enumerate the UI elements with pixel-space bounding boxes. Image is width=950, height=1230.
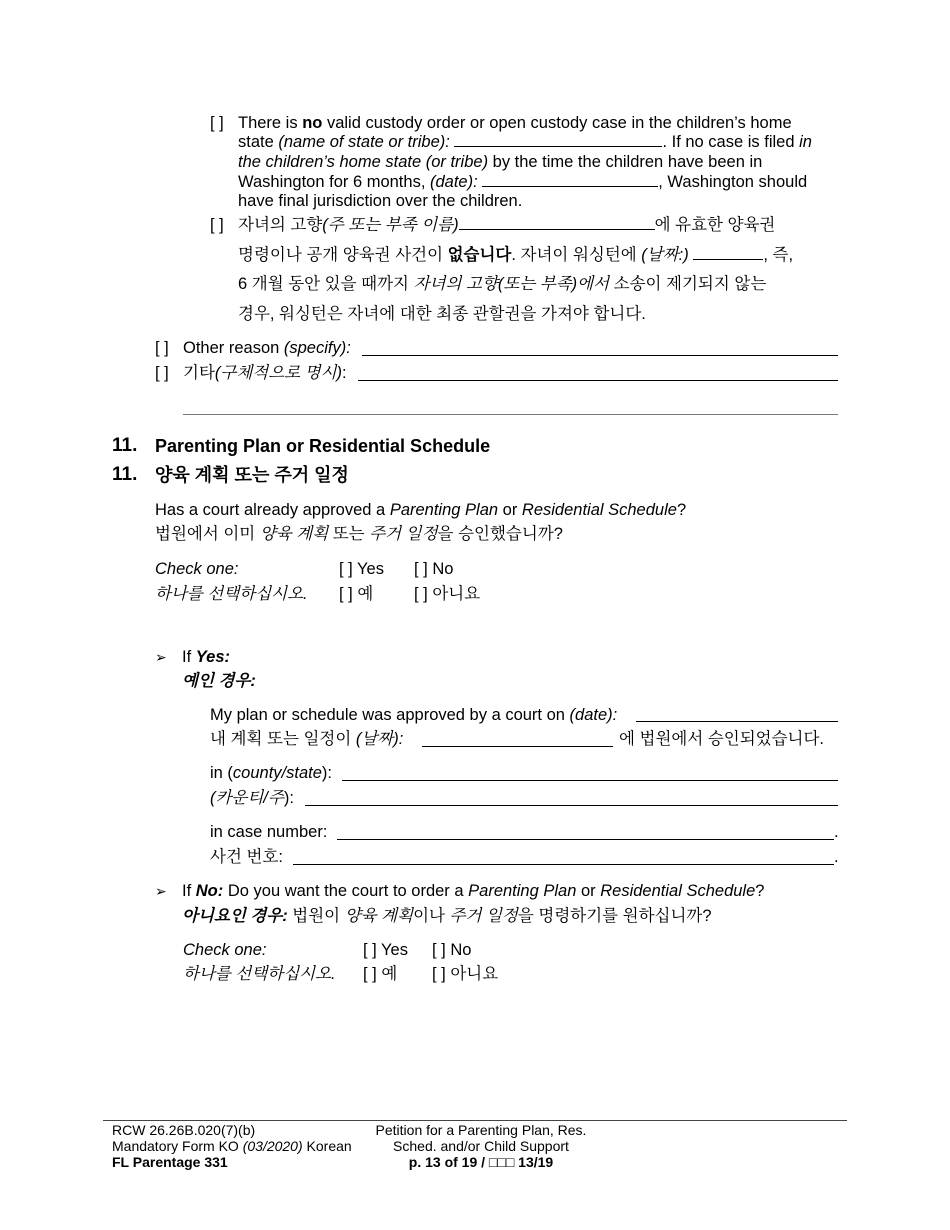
no-custody-ko-line1: 자녀의 고향(주 또는 부족 이름) 에 유효한 양육권	[238, 216, 776, 234]
checkbox-no-custody-ko[interactable]: [ ]	[210, 216, 224, 234]
county-field-ko[interactable]	[305, 805, 838, 806]
approved-date-label-ko: 내 계획 또는 일정이 (날짜):	[210, 730, 404, 748]
county-field-en[interactable]	[342, 780, 838, 781]
section-number-ko: 11.	[112, 464, 138, 485]
check-one-en: Check one:	[155, 560, 239, 578]
case-number-period-ko: .	[834, 848, 839, 866]
approved-date-suffix-ko: 에 법원에서 승인되었습니다.	[619, 730, 825, 748]
date-field-en[interactable]	[482, 172, 658, 187]
order-plan-no-ko[interactable]: [ ] 아니요	[432, 965, 499, 983]
no-custody-en-line1: There is no valid custody order or open custody case in the children’s home	[238, 114, 792, 132]
no-custody-ko-line2: 명령이나 공개 양육권 사건이 없습니다. 자녀이 워싱턴에 (날짜:) , 즉,	[238, 246, 794, 264]
footer-rcw: RCW 26.26B.020(7)(b)	[112, 1122, 256, 1138]
checkbox-no-custody-en[interactable]: [ ]	[210, 114, 224, 132]
case-number-period-en: .	[834, 823, 839, 841]
order-plan-yes-en[interactable]: [ ] Yes	[363, 941, 408, 959]
order-plan-yes-ko[interactable]: [ ] 예	[363, 965, 398, 983]
section-number-en: 11.	[112, 435, 138, 456]
footer-form-code: FL Parentage 331	[112, 1154, 228, 1170]
state-or-tribe-field[interactable]	[454, 132, 662, 147]
if-no-check-one-ko: 하나를 선택하십시오.	[183, 965, 336, 983]
if-no-check-one-en: Check one:	[183, 941, 267, 959]
footer-title-line2: Sched. and/or Child Support	[393, 1138, 569, 1154]
approved-no-ko[interactable]: [ ] 아니요	[414, 585, 481, 603]
approved-yes-en[interactable]: [ ] Yes	[339, 560, 384, 578]
state-or-tribe-field-ko[interactable]	[459, 215, 655, 230]
footer-form-id: Mandatory Form KO (03/2020) Korean	[112, 1138, 352, 1154]
county-label-en: in (county/state):	[210, 764, 332, 782]
approved-no-en[interactable]: [ ] No	[414, 560, 454, 578]
bullet-arrow-icon: ➢	[155, 649, 167, 665]
other-reason-field-ko[interactable]	[358, 380, 838, 381]
no-custody-ko-line4: 경우, 워싱턴은 자녀에 대한 최종 관할권을 가져야 합니다.	[238, 305, 646, 323]
section-divider	[183, 414, 838, 415]
case-number-label-ko: 사건 번호:	[210, 848, 283, 866]
question-ko: 법원에서 이미 양육 계획 또는 주거 일정을 승인했습니까?	[155, 525, 563, 543]
order-plan-no-en[interactable]: [ ] No	[432, 941, 472, 959]
question-en: Has a court already approved a Parenting Plan or Residential Schedule?	[155, 501, 687, 519]
no-custody-en-line4: Washington for 6 months, (date): , Washington should	[238, 173, 808, 191]
case-number-field-en[interactable]	[337, 839, 834, 840]
no-custody-en-line3: the children’s home state (or tribe) by the time the children have been in	[238, 153, 763, 171]
date-field-ko[interactable]	[693, 245, 763, 260]
county-label-ko: (카운티/주):	[210, 789, 294, 807]
if-yes-label-ko: 예인 경우:	[182, 672, 256, 690]
other-reason-field-en[interactable]	[362, 355, 838, 356]
checkbox-other-reason-en[interactable]: [ ]	[155, 339, 169, 357]
approved-date-field-ko[interactable]	[422, 746, 613, 747]
footer-rule	[103, 1120, 847, 1121]
case-number-label-en: in case number:	[210, 823, 328, 841]
no-custody-en-line2: state (name of state or tribe): . If no case is filed in	[238, 133, 812, 151]
approved-date-label-en: My plan or schedule was approved by a court on (date):	[210, 706, 618, 724]
approved-date-field-en[interactable]	[636, 721, 838, 722]
other-reason-label-en: Other reason (specify):	[183, 339, 351, 357]
footer-title-line1: Petition for a Parenting Plan, Res.	[375, 1122, 587, 1138]
bullet-arrow-icon: ➢	[155, 883, 167, 899]
section-title-ko: 양육 계획 또는 주거 일정	[155, 465, 349, 485]
other-reason-label-ko: 기타(구체적으로 명시):	[183, 364, 347, 382]
check-one-ko: 하나를 선택하십시오.	[155, 585, 308, 603]
checkbox-other-reason-ko[interactable]: [ ]	[155, 364, 169, 382]
footer-page-number: p. 13 of 19 / □□□ 13/19	[408, 1154, 554, 1170]
approved-yes-ko[interactable]: [ ] 예	[339, 585, 374, 603]
no-custody-en-line5: have final jurisdiction over the children.	[238, 192, 523, 210]
section-title-en: Parenting Plan or Residential Schedule	[155, 436, 491, 456]
if-no-question-en: If No: Do you want the court to order a Parenting Plan or Residential Schedule?	[182, 882, 765, 900]
case-number-field-ko[interactable]	[293, 864, 834, 865]
if-no-question-ko: 아니요인 경우: 법원이 양육 계획이나 주거 일정을 명령하기를 원하십니까?	[182, 907, 712, 925]
if-yes-label-en: If Yes:	[182, 648, 231, 666]
no-custody-ko-line3: 6 개월 동안 있을 때까지 자녀의 고향(또는 부족)에서 소송이 제기되지 않는	[238, 275, 767, 293]
